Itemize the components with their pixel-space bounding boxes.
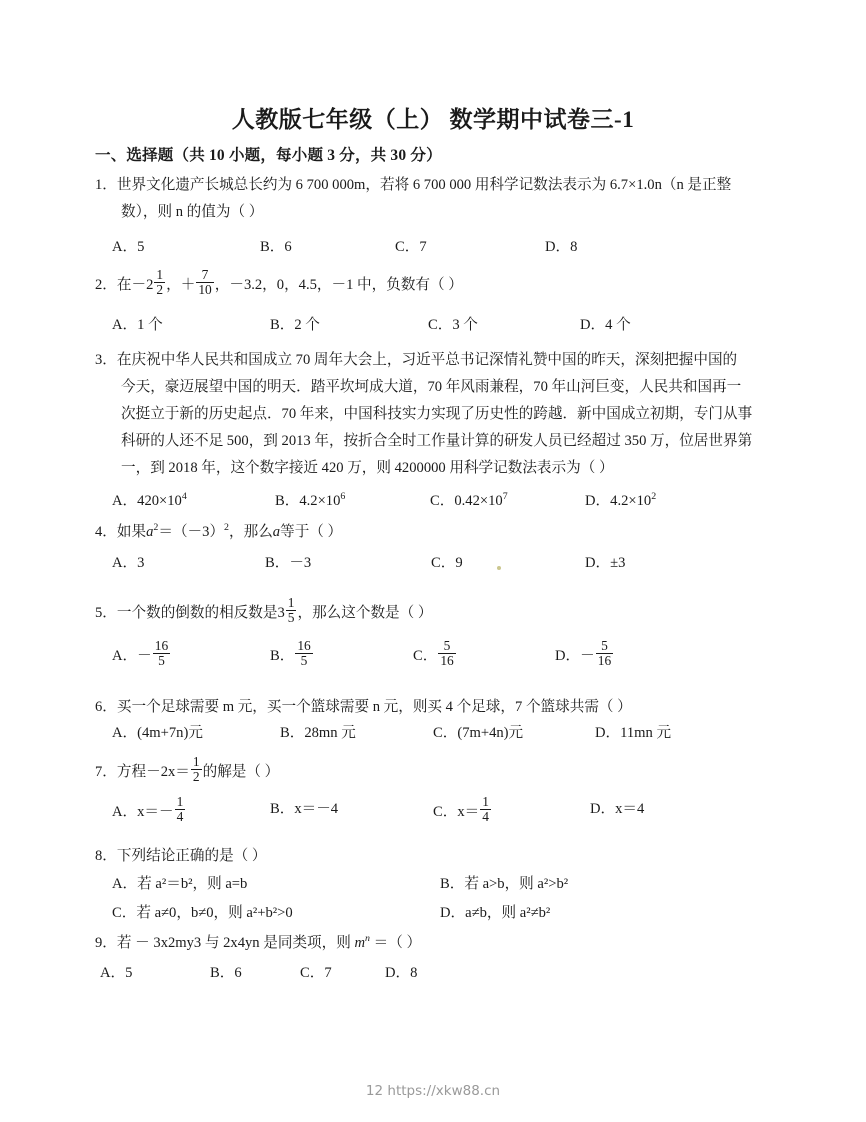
question-4-stem-prefix: 如果 (116, 524, 147, 540)
question-5-option-b-den: 5 (300, 653, 308, 669)
question-4-stem-mid: ＝（－3） (158, 524, 225, 540)
question-7 (95, 754, 785, 786)
question-3-option-d[interactable]: D．$4.2\times 10^2$ (585, 491, 657, 509)
question-2-option-a[interactable]: A．1 个 (112, 317, 163, 333)
question-9-stem-prefix: 若 － 3x2my3 与 2x4yn 是同类项，则 (116, 935, 355, 951)
question-3-option-c-exp: 7 (502, 491, 508, 503)
question-3-option-a[interactable]: A．$420\times 10^4$ (112, 491, 187, 509)
question-5-option-d-fraction (596, 639, 613, 668)
question-5-number: 5． (95, 604, 117, 621)
question-7-option-c-num: 1 (482, 794, 489, 810)
question-2-stem-prefix: 在－2 (116, 276, 154, 293)
question-5-option-c-label: C． (413, 647, 438, 664)
scan-artifact-speck (497, 566, 501, 570)
question-9-options (95, 961, 795, 987)
question-2 (95, 267, 785, 299)
question-4-stem-mid2: ，那么 (229, 524, 273, 540)
question-2-mixed-fraction (154, 268, 165, 297)
question-9 (95, 930, 785, 957)
question-6-stem: 买一个足球需要 m 元，买一个篮球需要 n 元，则买 4 个足球，7 个篮球共需（ ） (116, 699, 632, 715)
question-5-option-d-sign: － (580, 647, 595, 664)
question-5-option-b-fraction (295, 639, 312, 668)
section-heading: 一、选择题（共 10 小题，每小题 3 分，共 30 分） (95, 147, 442, 164)
question-5-option-c[interactable] (413, 638, 457, 670)
question-3-option-b-base: 4.2×10 (299, 493, 341, 509)
question-7-option-a-label: A．x＝ (112, 803, 160, 820)
question-3-option-a-base: 420×10 (137, 493, 182, 509)
question-5-option-a-sign: － (137, 647, 152, 664)
question-5 (95, 595, 785, 627)
question-9-option-b[interactable]: B．6 (210, 965, 242, 981)
question-8-option-d[interactable]: D．a≠b，则 a²≠b² (440, 905, 551, 921)
question-2-option-c[interactable]: C．3 个 (428, 317, 478, 333)
question-8-number: 8． (95, 848, 117, 864)
question-7-option-a-sign: － (159, 803, 174, 820)
question-9-exp-n: n (365, 933, 370, 945)
question-3-line4-wrap (121, 428, 811, 455)
question-7-frac-den: 2 (192, 769, 200, 785)
question-3-option-d-base: 4.2×10 (610, 493, 652, 509)
question-3-stem-line1: 在庆祝中华人民共和国成立 70 周年大会上，习近平总书记深情礼赞中国的昨天，深刻把握中国的 (116, 352, 738, 368)
question-5-option-a[interactable] (112, 638, 171, 670)
question-4-option-a[interactable]: A．3 (112, 555, 145, 571)
question-5-option-a-den: 5 (158, 653, 165, 669)
question-8 (95, 843, 785, 870)
question-6-option-b[interactable]: B．28mn 元 (280, 725, 356, 741)
question-5-mixed-den: 5 (287, 610, 295, 626)
question-2-option-b[interactable]: B．2 个 (270, 317, 320, 333)
question-9-stem-suffix: ＝（ ） (369, 935, 422, 951)
question-5-mixed-num: 1 (287, 595, 295, 611)
question-3-line2-wrap (121, 374, 811, 401)
question-7-option-c[interactable] (433, 794, 492, 826)
question-4-var-a2: a (272, 524, 281, 540)
question-9-option-d[interactable]: D．8 (385, 965, 418, 981)
question-8-options-row2 (95, 901, 795, 927)
question-3-stem-line3: 次挺立于新的历史起点．70 年来，中国科技实力实现了历史性的跨越．新中国成立初期，专门从事 (121, 406, 753, 422)
question-3-number: 3． (95, 352, 117, 368)
question-7-stem-suffix: 的解是（ ） (202, 763, 280, 780)
question-7-option-a-num: 1 (176, 794, 184, 810)
question-2-option-d[interactable]: D．4 个 (580, 317, 631, 333)
question-5-option-b[interactable] (270, 638, 314, 670)
question-4-var-a1: a (146, 524, 154, 540)
question-7-option-c-fraction (480, 795, 491, 824)
question-5-option-d-num: 5 (596, 639, 613, 654)
question-2-stem-suffix: ，－3.2，0，4.5，－1 中，负数有（ ） (214, 276, 463, 293)
question-3-stem-line4: 科研的人还不足 500，到 2013 年，按折合全时工作量计算的研发人员已经超过 350 万，位居世界第 (121, 433, 753, 449)
question-4-option-b[interactable]: B．－3 (265, 555, 312, 571)
question-5-option-c-fraction (438, 639, 455, 668)
question-4-option-d[interactable]: D．±3 (585, 555, 626, 571)
question-4-stem-suffix: 等于（ ） (280, 524, 343, 540)
question-7-frac-num: 1 (192, 754, 200, 770)
question-2-options (95, 313, 795, 339)
page-title: 人教版七年级（上） 数学期中试卷三-1 (231, 107, 635, 132)
question-1-option-a[interactable]: A．5 (112, 239, 145, 255)
question-5-stem-prefix: 一个数的倒数的相反数是3 (116, 604, 285, 621)
question-5-option-d-label: D． (555, 647, 581, 664)
question-2-number: 2． (95, 276, 117, 293)
question-4-option-c[interactable]: C．9 (431, 555, 463, 571)
question-9-number: 9． (95, 935, 117, 951)
question-5-option-d-den: 16 (597, 653, 612, 669)
question-2-stem-mid: ，＋ (166, 276, 196, 293)
question-5-option-a-num: 16 (154, 638, 169, 654)
question-1-stem-line2: 数），则 n 的值为（ ） (121, 204, 264, 220)
question-9-var-m: m (354, 935, 366, 951)
question-7-stem-prefix: 方程－2x＝ (116, 763, 190, 780)
question-5-mixed-fraction (286, 596, 297, 625)
question-6-option-d[interactable]: D．11mn 元 (595, 725, 672, 741)
question-6 (95, 694, 785, 721)
question-8-option-a[interactable]: A．若 a²＝b²，则 a=b (112, 876, 248, 892)
question-3-option-b[interactable]: B．$4.2\times 10^6$ (275, 491, 346, 509)
question-5-option-a-fraction (153, 639, 170, 668)
question-7-option-c-label: C．x＝ (433, 803, 480, 820)
question-8-stem: 下列结论正确的是（ ） (116, 848, 267, 864)
footer-watermark: 12 https://xkw88.cn (365, 1083, 501, 1099)
question-5-option-d[interactable] (555, 638, 614, 670)
question-6-options (95, 721, 795, 747)
question-5-option-a-label: A． (112, 647, 138, 664)
question-1-option-c[interactable]: C．7 (395, 239, 427, 255)
question-5-option-b-num: 16 (297, 638, 311, 654)
question-2-mixed-num: 1 (156, 267, 164, 283)
question-7-option-a[interactable] (112, 794, 186, 826)
question-4-exp-2: 2 (224, 522, 229, 534)
question-4 (95, 519, 785, 546)
question-3-option-c-base: 0.42×10 (454, 493, 503, 509)
question-3-stem-line2: 今天，豪迈展望中国的明天．踏平坎坷成大道，70 年风雨兼程，70 年山河巨变，人民共和国再一 (121, 379, 742, 395)
question-6-number: 6． (95, 699, 117, 715)
question-5-option-b-label: B． (270, 647, 295, 664)
question-8-option-b[interactable]: B．若 a>b，则 a²>b² (440, 876, 569, 892)
question-8-option-c[interactable]: C．若 a≠0，b≠0，则 a²+b²>0 (112, 905, 293, 921)
question-5-option-c-den: 16 (440, 653, 454, 669)
question-4-number: 4． (95, 524, 117, 540)
question-1-number: 1． (95, 177, 117, 193)
question-1-option-b[interactable]: B．6 (260, 239, 292, 255)
question-7-option-b[interactable]: B．x＝－4 (270, 801, 339, 817)
question-5-stem-suffix: ，那么这个数是（ ） (297, 604, 433, 621)
question-2-fraction-2 (196, 268, 213, 297)
question-4-options (95, 551, 795, 577)
question-1-options (95, 235, 795, 261)
question-7-fraction (191, 755, 202, 784)
question-3-line3-wrap (121, 401, 811, 428)
question-7-option-c-den: 4 (482, 809, 489, 825)
question-7-number: 7． (95, 763, 117, 780)
question-7-option-d[interactable]: D．x＝4 (590, 801, 645, 817)
question-3 (95, 347, 811, 374)
question-2-frac2-den: 10 (198, 282, 212, 298)
question-5-option-c-num: 5 (438, 639, 455, 654)
question-3-option-d-exp: 2 (651, 491, 657, 503)
question-2-frac2-num: 7 (196, 268, 213, 283)
question-3-option-b-exp: 6 (340, 491, 346, 503)
question-1-option-d[interactable]: D．8 (545, 239, 578, 255)
question-1-stem-line1: 世界文化遗产长城总长约为 6 700 000m，若将 6 700 000 用科学记数法表示为 6.7×1.0n（n 是正整 (116, 177, 732, 193)
question-8-options-row1 (95, 872, 795, 898)
question-3-line5-wrap (121, 455, 811, 482)
question-6-option-c[interactable]: C．(7m+4n)元 (433, 725, 524, 741)
question-1 (95, 172, 811, 199)
question-9-option-c[interactable]: C．7 (300, 965, 332, 981)
question-7-option-a-fraction (175, 795, 186, 824)
question-3-stem-line5: 一，到 2018 年，这个数字接近 420 万，则 4200000 用科学记数法表示为（ ） (121, 460, 614, 476)
question-6-option-a[interactable]: A．(4m+7n)元 (112, 725, 203, 741)
question-7-option-a-den: 4 (176, 809, 184, 825)
question-3-options (95, 489, 795, 515)
question-2-mixed-den: 2 (156, 282, 164, 298)
question-3-option-c[interactable]: C．$0.42\times 10^7$ (430, 491, 508, 509)
question-9-option-a[interactable]: A．5 (100, 965, 133, 981)
question-7-options (95, 794, 795, 839)
question-3-option-a-exp: 4 (181, 491, 187, 503)
question-1-stem-line2-wrap (121, 199, 811, 226)
question-5-options (95, 638, 795, 683)
question-4-exp-1: 2 (153, 522, 159, 534)
